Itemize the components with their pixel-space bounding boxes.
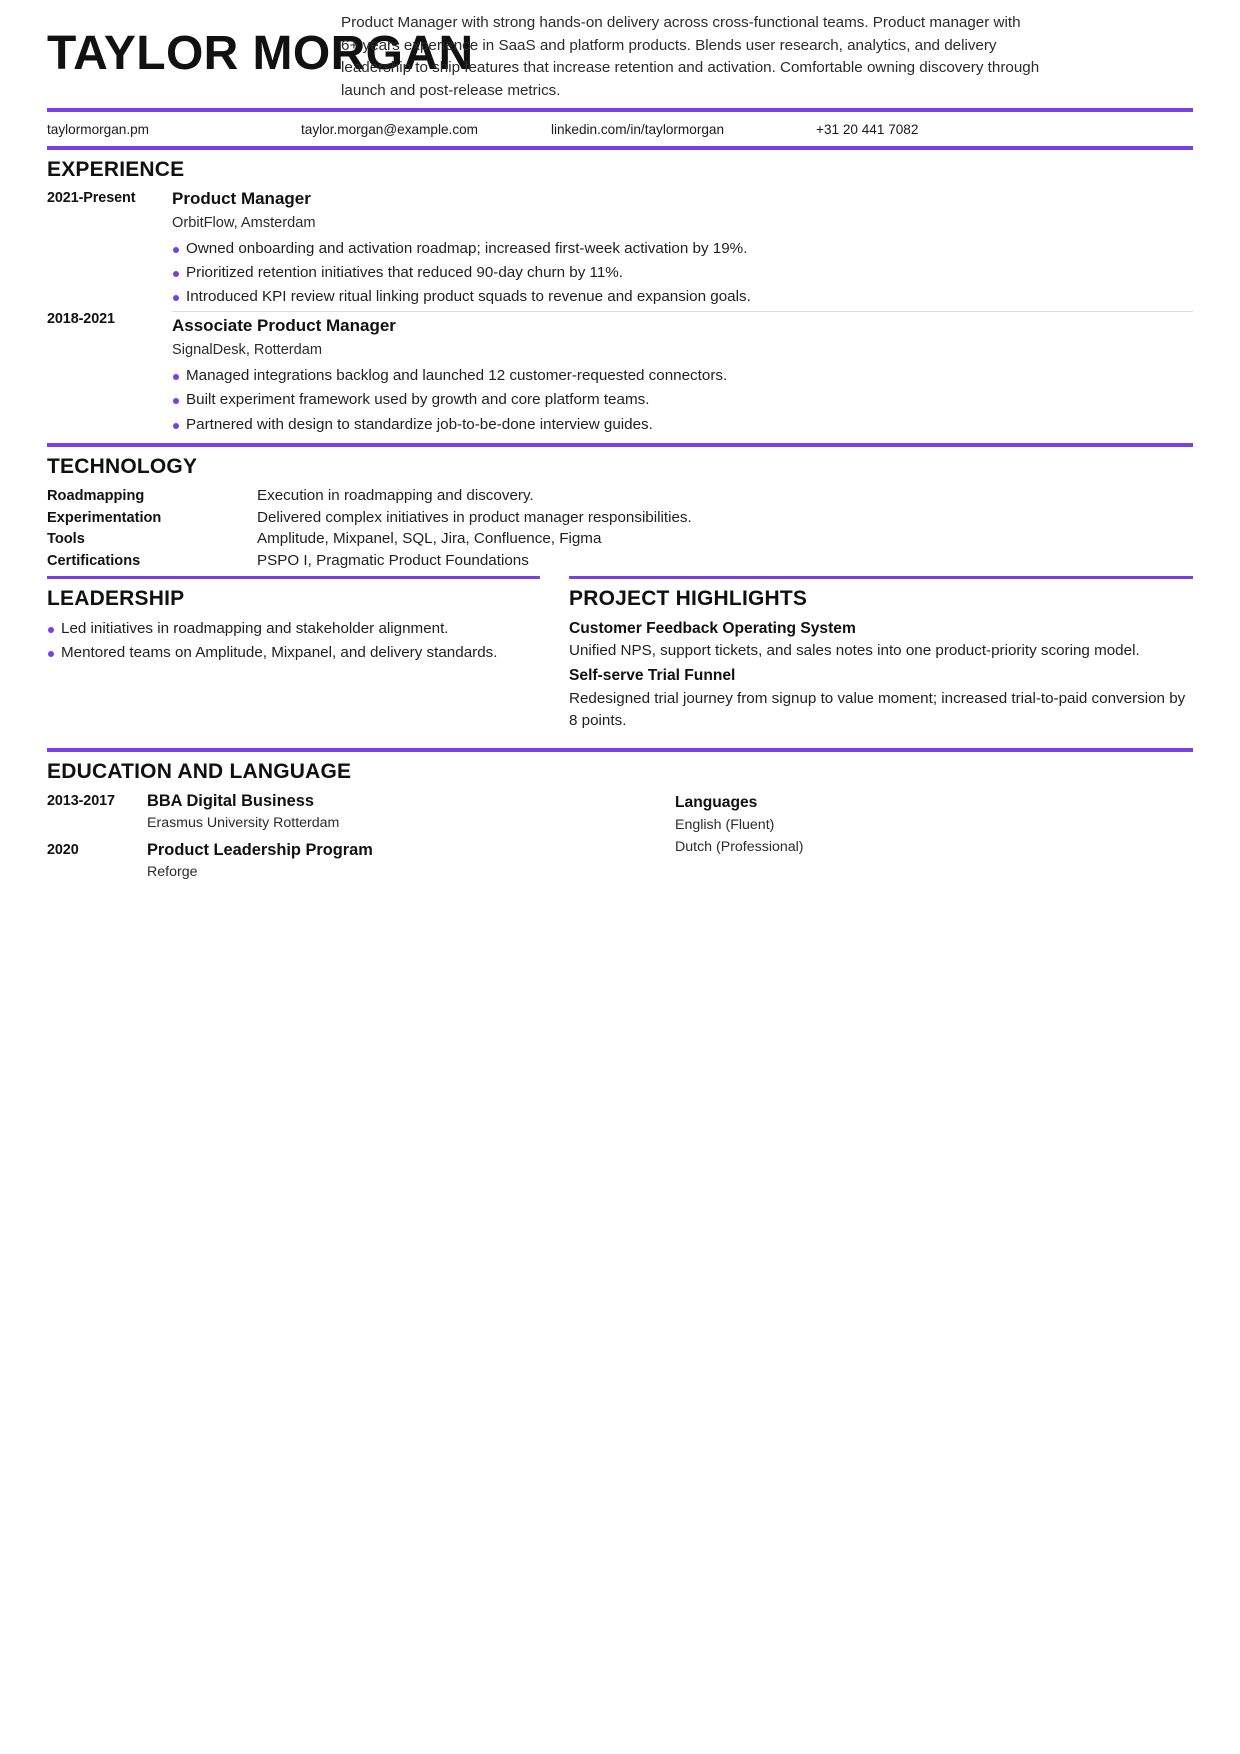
leadership-bullets bbox=[47, 617, 540, 666]
technology-value: Amplitude, Mixpanel, SQL, Jira, Confluence, Figma bbox=[257, 530, 602, 548]
technology-key: Tools bbox=[47, 531, 85, 548]
list-item: Introduced KPI review ritual linking product squads to revenue and expansion goals. bbox=[172, 285, 1193, 309]
experience-bullets bbox=[172, 364, 1193, 437]
leadership-section bbox=[47, 579, 540, 666]
list-item: Managed integrations backlog and launched 12 customer-requested connectors. bbox=[172, 364, 1193, 388]
projects-section bbox=[569, 579, 1193, 732]
project-name: Self-serve Trial Funnel bbox=[569, 667, 736, 685]
technology-value: Delivered complex initiatives in product manager responsibilities. bbox=[257, 508, 692, 526]
projects-heading: PROJECT HIGHLIGHTS bbox=[569, 586, 808, 610]
candidate-name: TAYLOR MORGAN bbox=[47, 27, 474, 80]
experience-dates: 2018-2021 bbox=[47, 311, 115, 328]
experience-bullets bbox=[172, 237, 1193, 310]
education-dates: 2020 bbox=[47, 841, 79, 858]
education-entries bbox=[47, 790, 675, 884]
experience-role: Product Manager bbox=[172, 189, 311, 208]
technology-heading: TECHNOLOGY bbox=[47, 454, 198, 478]
contact-email[interactable]: taylor.morgan@example.com bbox=[301, 122, 478, 137]
experience-org: OrbitFlow, Amsterdam bbox=[172, 214, 316, 231]
technology-key: Certifications bbox=[47, 553, 141, 570]
experience-org: SignalDesk, Rotterdam bbox=[172, 342, 323, 359]
experience-role: Associate Product Manager bbox=[172, 316, 396, 336]
list-item: Prioritized retention initiatives that reduced 90-day churn by 11%. bbox=[172, 261, 1193, 285]
education-heading: EDUCATION AND LANGUAGE bbox=[47, 759, 352, 783]
list-item: Partnered with design to standardize job-to-be-done interview guides. bbox=[172, 413, 1193, 437]
contact-bar bbox=[47, 112, 1193, 146]
technology-key: Experimentation bbox=[47, 509, 162, 526]
education-section bbox=[47, 760, 1193, 884]
project-description: Redesigned trial journey from signup to value moment; increased trial-to-paid conversion by 8 points. bbox=[569, 689, 1186, 729]
project-name: Customer Feedback Operating System bbox=[569, 619, 856, 637]
table-row bbox=[47, 507, 1193, 529]
table-row bbox=[47, 485, 1193, 507]
experience-entry bbox=[47, 188, 1193, 309]
language-item: English (Fluent) bbox=[675, 816, 775, 833]
leadership-heading: LEADERSHIP bbox=[47, 586, 185, 610]
technology-key: Roadmapping bbox=[47, 487, 145, 504]
experience-entry bbox=[47, 309, 1193, 436]
education-degree: BBA Digital Business bbox=[147, 791, 314, 810]
experience-dates: 2021-Present bbox=[47, 190, 136, 206]
education-divider bbox=[47, 748, 1193, 752]
table-row bbox=[47, 528, 1193, 550]
list-item: Mentored teams on Amplitude, Mixpanel, and delivery standards. bbox=[47, 641, 540, 665]
technology-value: Execution in roadmapping and discovery. bbox=[257, 486, 534, 504]
contact-divider bbox=[47, 146, 1193, 150]
experience-divider bbox=[47, 443, 1193, 447]
project-description: Unified NPS, support tickets, and sales notes into one product-priority scoring model. bbox=[569, 642, 1140, 660]
technology-table bbox=[47, 485, 1193, 572]
languages-block bbox=[675, 790, 1193, 858]
technology-value: PSPO I, Pragmatic Product Foundations bbox=[257, 552, 529, 570]
list-item: Built experiment framework used by growth and core platform teams. bbox=[172, 388, 1193, 412]
experience-heading: EXPERIENCE bbox=[47, 158, 185, 181]
language-item: Dutch (Professional) bbox=[675, 838, 804, 855]
experience-section bbox=[47, 158, 1193, 437]
table-row bbox=[47, 550, 1193, 572]
education-entry bbox=[47, 839, 675, 883]
contact-website[interactable]: taylormorgan.pm bbox=[47, 122, 149, 137]
languages-heading: Languages bbox=[675, 793, 758, 811]
contact-phone[interactable]: +31 20 441 7082 bbox=[816, 122, 919, 137]
contact-linkedin[interactable]: linkedin.com/in/taylormorgan bbox=[551, 122, 725, 137]
technology-section bbox=[47, 455, 1193, 572]
resume-header bbox=[47, 0, 1193, 108]
education-dates: 2013-2017 bbox=[47, 792, 115, 809]
education-entry bbox=[47, 790, 675, 834]
leadership-projects-row bbox=[47, 579, 1193, 732]
education-degree: Product Leadership Program bbox=[147, 840, 373, 859]
professional-summary: Product Manager with strong hands-on delivery across cross-functional teams. Product manager with 6+ years experience in SaaS and platform products. Blends user research, analytics, and delivery leadership to ship features that increase retention and activation. Comfortable owning discovery through launch and post-release metrics. bbox=[341, 14, 1040, 99]
entry-separator bbox=[172, 311, 1193, 312]
project-item bbox=[569, 617, 1193, 662]
list-item: Led initiatives in roadmapping and stakeholder alignment. bbox=[47, 617, 540, 641]
project-item bbox=[569, 664, 1193, 731]
education-school: Reforge bbox=[147, 863, 198, 880]
education-school: Erasmus University Rotterdam bbox=[147, 814, 340, 831]
list-item: Owned onboarding and activation roadmap; increased first-week activation by 19%. bbox=[172, 237, 1193, 261]
